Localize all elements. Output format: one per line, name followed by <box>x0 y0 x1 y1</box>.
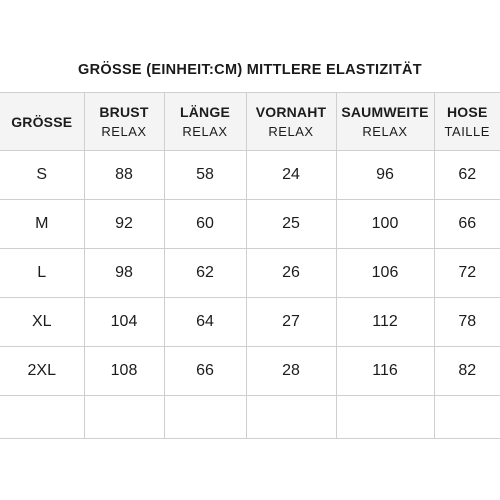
vornaht-cell: 28 <box>246 347 336 396</box>
table-row <box>0 200 500 249</box>
empty-row <box>0 396 500 439</box>
header-hose <box>434 93 500 151</box>
saumweite-cell: 100 <box>336 200 434 249</box>
size-cell: L <box>0 249 84 298</box>
saumweite-cell: 116 <box>336 347 434 396</box>
empty-cell <box>246 396 336 439</box>
header-vornaht-sub: RELAX <box>268 123 314 139</box>
laenge-cell: 62 <box>164 249 246 298</box>
table-row <box>0 347 500 396</box>
vornaht-cell: 24 <box>246 151 336 200</box>
brust-cell: 104 <box>84 298 164 347</box>
empty-cell <box>434 396 500 439</box>
size-cell: M <box>0 200 84 249</box>
empty-cell <box>84 396 164 439</box>
hose-cell: 82 <box>434 347 500 396</box>
vornaht-cell: 27 <box>246 298 336 347</box>
header-saumweite-label: SAUMWEITE <box>341 103 429 120</box>
brust-cell: 88 <box>84 151 164 200</box>
header-brust-label: BRUST <box>99 103 149 120</box>
header-hose-sub: TAILLE <box>444 123 490 139</box>
laenge-cell: 66 <box>164 347 246 396</box>
size-cell: 2XL <box>0 347 84 396</box>
header-vornaht-label: VORNAHT <box>255 103 327 120</box>
size-chart <box>0 92 500 439</box>
hose-cell: 78 <box>434 298 500 347</box>
header-laenge <box>164 93 246 151</box>
header-brust-sub: RELAX <box>101 123 147 139</box>
vornaht-cell: 26 <box>246 249 336 298</box>
header-laenge-label: LÄNGE <box>180 103 230 120</box>
brust-cell: 92 <box>84 200 164 249</box>
vornaht-cell: 25 <box>246 200 336 249</box>
saumweite-cell: 96 <box>336 151 434 200</box>
size-chart-title: GRÖSSE (EINHEIT:CM) MITTLERE ELASTIZITÄT <box>78 62 422 78</box>
hose-cell: 66 <box>434 200 500 249</box>
laenge-cell: 64 <box>164 298 246 347</box>
saumweite-cell: 112 <box>336 298 434 347</box>
header-brust <box>84 93 164 151</box>
hose-cell: 62 <box>434 151 500 200</box>
header-vornaht <box>246 93 336 151</box>
empty-cell <box>0 396 84 439</box>
laenge-cell: 58 <box>164 151 246 200</box>
brust-cell: 98 <box>84 249 164 298</box>
table-row <box>0 298 500 347</box>
header-saumweite-sub: RELAX <box>362 123 408 139</box>
laenge-cell: 60 <box>164 200 246 249</box>
header-laenge-sub: RELAX <box>182 123 228 139</box>
hose-cell: 72 <box>434 249 500 298</box>
table-row <box>0 151 500 200</box>
size-cell: S <box>0 151 84 200</box>
size-table <box>0 92 500 439</box>
table-row <box>0 249 500 298</box>
header-hose-label: HOSE <box>447 103 488 120</box>
saumweite-cell: 106 <box>336 249 434 298</box>
header-size-label: GRÖSSE <box>11 113 73 130</box>
empty-cell <box>336 396 434 439</box>
brust-cell: 108 <box>84 347 164 396</box>
header-saumweite <box>336 93 434 151</box>
header-row <box>0 93 500 151</box>
size-cell: XL <box>0 298 84 347</box>
header-size <box>0 93 84 151</box>
empty-cell <box>164 396 246 439</box>
